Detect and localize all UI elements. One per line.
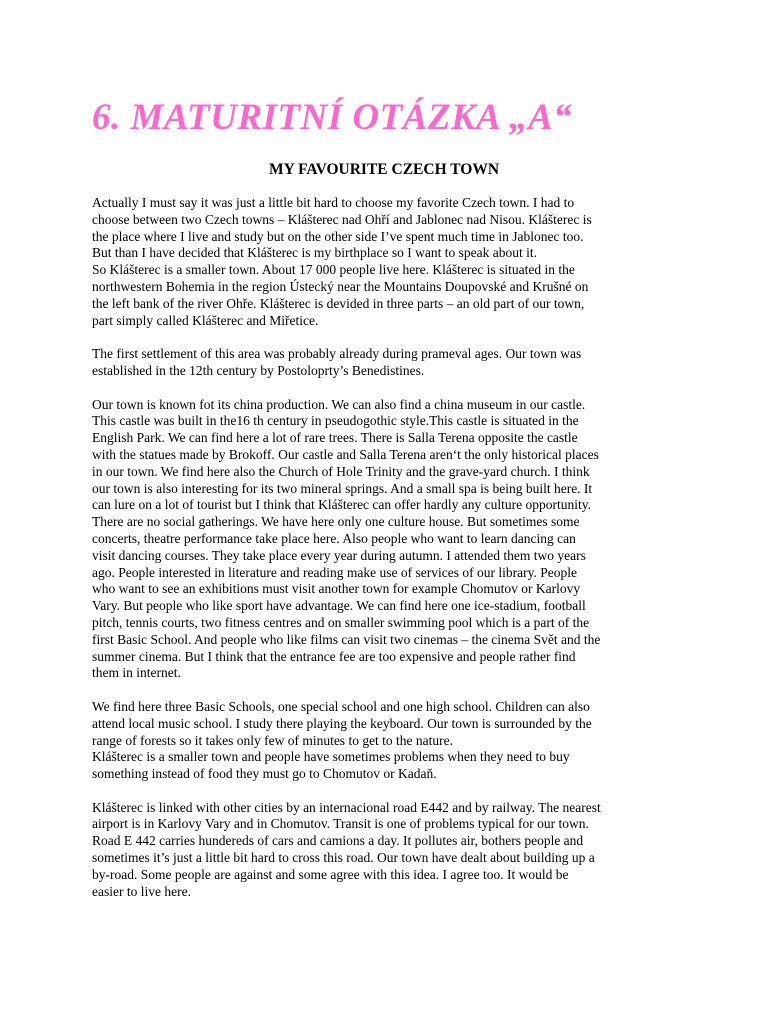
- text-line: sometimes it’s just a little bit hard to cross this road. Our town have dealt about building up a: [92, 850, 595, 866]
- text-line: There are no social gatherings. We have here only one culture house. But sometimes some: [92, 514, 580, 530]
- paragraph: [92, 397, 676, 683]
- text-line: This castle was built in the16 th century in pseudogothic style.This castle is situated in the: [92, 413, 579, 429]
- text-line: summer cinema. But I think that the entrance fee are too expensive and people rather find: [92, 648, 576, 664]
- paragraph: [92, 699, 676, 783]
- document-body: [92, 195, 676, 917]
- text-line: can lure on a lot of tourist but I think that Klášterec can offer hardly any culture opportunity.: [92, 497, 591, 513]
- text-line: the place where I live and study but on the other side I’ve spent much time in Jablonec too.: [92, 228, 584, 244]
- text-line: attend local music school. I study there playing the keyboard. Our town is surrounded by the: [92, 715, 592, 731]
- text-line: with the statues made by Brokoff. Our castle and Salla Terena aren‘t the only historical places: [92, 446, 599, 462]
- text-line: the left bank of the river Ohře. Klášterec is devided in three parts – an old part of our town,: [92, 295, 585, 311]
- text-line: ago. People interested in literature and reading make use of services of our library. People: [92, 564, 577, 580]
- text-line: Klášterec is linked with other cities by an internacional road E442 and by railway. The nearest: [92, 799, 601, 815]
- text-line: something instead of food they must go to Chomutov or Kadaň.: [92, 766, 437, 782]
- text-line: choose between two Czech towns – Klášterec nad Ohří and Jablonec nad Nisou. Klášterec is: [92, 211, 592, 227]
- text-line: concerts, theatre performance take place here. Also people who want to learn dancing can: [92, 530, 576, 546]
- text-line: airport is in Karlovy Vary and in Chomutov. Transit is one of problems typical for our town.: [92, 816, 589, 832]
- text-line: So Klášterec is a smaller town. About 17 000 people live here. Klášterec is situated in the: [92, 262, 575, 278]
- text-line: northwestern Bohemia in the region Ústecký near the Mountains Doupovské and Krušné on: [92, 278, 589, 294]
- text-line: Vary. But people who like sport have advantage. We can find here one ice-stadium, football: [92, 598, 586, 614]
- text-line: first Basic School. And people who like films can visit two cinemas – the cinema Svět and the: [92, 631, 601, 647]
- text-line: We find here three Basic Schools, one special school and one high school. Children can also: [92, 698, 590, 714]
- text-line: in our town. We find here also the Church of Hole Trinity and the grave-yard church. I think: [92, 463, 590, 479]
- text-line: English Park. We can find here a lot of rare trees. There is Salla Terena opposite the castle: [92, 430, 578, 446]
- text-line: range of forests so it takes only few of minutes to get to the nature.: [92, 732, 454, 748]
- page-title: 6. MATURITNÍ OTÁZKA „A“: [92, 97, 573, 138]
- text-line: The first settlement of this area was probably already during prameval ages. Our town was: [92, 346, 582, 362]
- text-line: easier to live here.: [92, 883, 191, 899]
- text-line: by-road. Some people are against and some agree with this idea. I agree too. It would be: [92, 866, 569, 882]
- text-line: But than I have decided that Klášterec is my birthplace so I want to speak about it.: [92, 245, 537, 261]
- text-line: Road E 442 carries hundereds of cars and camions a day. It pollutes air, bothers people and: [92, 833, 584, 849]
- text-line: our town is also interesting for its two mineral springs. And a small spa is being built here. It: [92, 480, 593, 496]
- text-line: Our town is known fot its china production. We can also find a china museum in our castle.: [92, 396, 586, 412]
- text-line: established in the 12th century by Postoloprty’s Benedistines.: [92, 362, 425, 378]
- text-line: Actually I must say it was just a little bit hard to choose my favorite Czech town. I had to: [92, 195, 575, 210]
- paragraph: [92, 800, 676, 901]
- paragraph: [92, 346, 676, 380]
- text-line: them in internet.: [92, 665, 181, 681]
- text-line: Klášterec is a smaller town and people have sometimes problems when they need to buy: [92, 749, 570, 765]
- text-line: visit dancing courses. They take place every year during autumn. I attended them two years: [92, 547, 586, 563]
- document-subtitle: MY FAVOURITE CZECH TOWN: [268, 161, 500, 178]
- text-line: pitch, tennis courts, two fitness centres and on smaller swimming pool which is a part of the: [92, 614, 590, 630]
- text-line: who want to see an exhibitions must visit another town for example Chomutov or Karlovy: [92, 581, 581, 597]
- paragraph: [92, 195, 676, 329]
- text-line: part simply called Klášterec and Miřetice.: [92, 312, 319, 328]
